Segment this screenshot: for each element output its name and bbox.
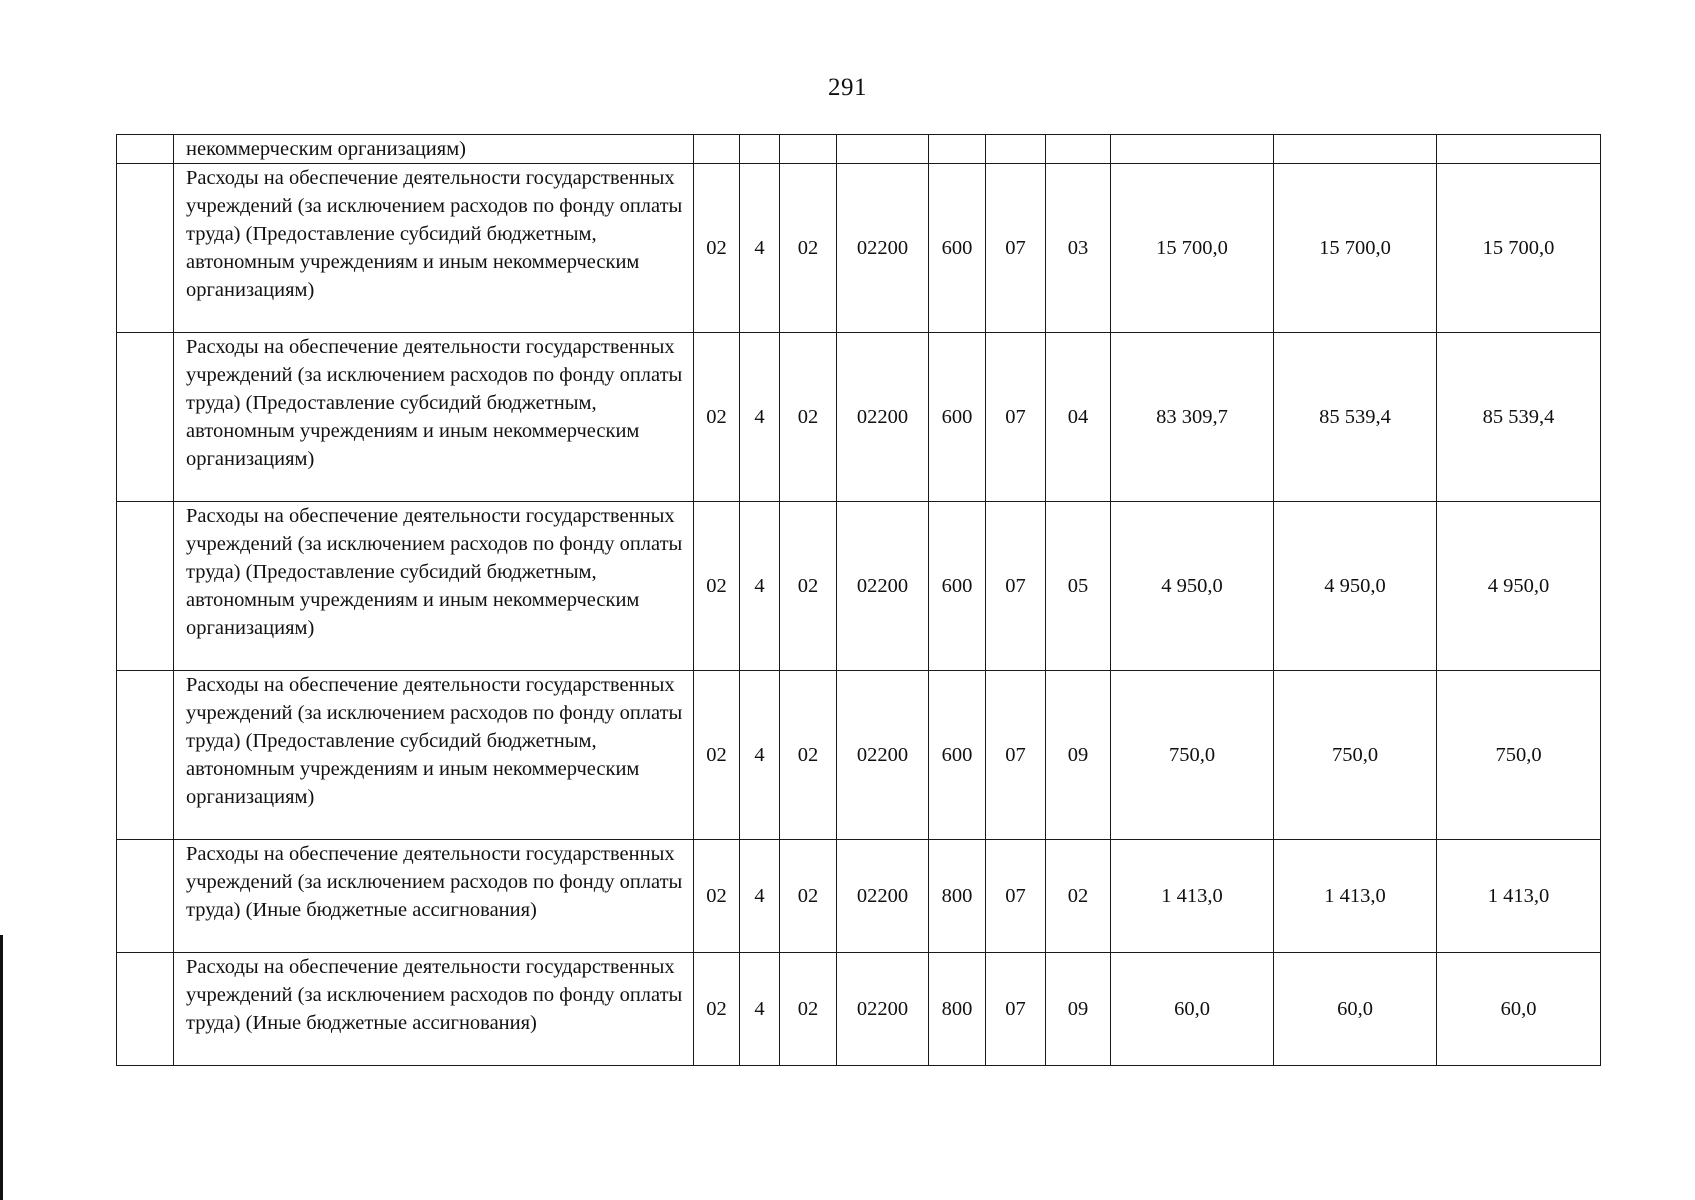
code-cell bbox=[986, 135, 1046, 164]
amount-cell: 15 700,0 bbox=[1111, 164, 1274, 333]
code-cell: 02 bbox=[780, 840, 837, 953]
table-row bbox=[117, 840, 1601, 953]
code-cell: 600 bbox=[929, 502, 986, 671]
code-cell: 4 bbox=[740, 502, 780, 671]
row-number-cell bbox=[117, 840, 174, 953]
code-cell: 02200 bbox=[837, 840, 929, 953]
code-cell: 02200 bbox=[837, 164, 929, 333]
amount-cell: 4 950,0 bbox=[1437, 502, 1601, 671]
amount-cell: 1 413,0 bbox=[1274, 840, 1437, 953]
description-cell: Расходы на обеспечение деятельности государственных учреждений (за исключением расходов по фонду оплаты труда) (Иные бюджетные ассигнования) bbox=[174, 840, 694, 953]
code-cell: 02 bbox=[694, 953, 740, 1066]
description-cell: некоммерческим организациям) bbox=[174, 135, 694, 164]
code-cell: 09 bbox=[1046, 953, 1111, 1066]
amount-cell: 15 700,0 bbox=[1274, 164, 1437, 333]
code-cell: 03 bbox=[1046, 164, 1111, 333]
code-cell: 4 bbox=[740, 164, 780, 333]
code-cell: 4 bbox=[740, 671, 780, 840]
code-cell: 02 bbox=[694, 502, 740, 671]
amount-cell bbox=[1111, 135, 1274, 164]
page-number: 291 bbox=[828, 74, 867, 101]
code-cell bbox=[694, 135, 740, 164]
code-cell: 800 bbox=[929, 953, 986, 1066]
code-cell: 02200 bbox=[837, 333, 929, 502]
amount-cell: 4 950,0 bbox=[1111, 502, 1274, 671]
amount-cell: 750,0 bbox=[1274, 671, 1437, 840]
amount-cell: 60,0 bbox=[1111, 953, 1274, 1066]
description-cell: Расходы на обеспечение деятельности государственных учреждений (за исключением расходов по фонду оплаты труда) (Предоставление субсидий бюджетным, автономным учреждениям и иным некоммерческим организациям) bbox=[174, 333, 694, 502]
table-row bbox=[117, 164, 1601, 333]
scan-edge-mark bbox=[0, 935, 3, 1200]
code-cell: 4 bbox=[740, 333, 780, 502]
code-cell bbox=[929, 135, 986, 164]
amount-cell: 750,0 bbox=[1437, 671, 1601, 840]
amount-cell: 60,0 bbox=[1274, 953, 1437, 1066]
code-cell: 05 bbox=[1046, 502, 1111, 671]
code-cell: 07 bbox=[986, 953, 1046, 1066]
code-cell: 800 bbox=[929, 840, 986, 953]
description-cell: Расходы на обеспечение деятельности государственных учреждений (за исключением расходов по фонду оплаты труда) (Иные бюджетные ассигнования) bbox=[174, 953, 694, 1066]
code-cell: 600 bbox=[929, 671, 986, 840]
table-row bbox=[117, 502, 1601, 671]
code-cell bbox=[1046, 135, 1111, 164]
row-number-cell bbox=[117, 502, 174, 671]
table-row bbox=[117, 333, 1601, 502]
code-cell: 07 bbox=[986, 671, 1046, 840]
table-row bbox=[117, 671, 1601, 840]
code-cell: 02 bbox=[1046, 840, 1111, 953]
description-cell: Расходы на обеспечение деятельности государственных учреждений (за исключением расходов по фонду оплаты труда) (Предоставление субсидий бюджетным, автономным учреждениям и иным некоммерческим организациям) bbox=[174, 502, 694, 671]
code-cell: 02 bbox=[694, 840, 740, 953]
code-cell: 02 bbox=[694, 164, 740, 333]
amount-cell: 15 700,0 bbox=[1437, 164, 1601, 333]
description-cell: Расходы на обеспечение деятельности государственных учреждений (за исключением расходов по фонду оплаты труда) (Предоставление субсидий бюджетным, автономным учреждениям и иным некоммерческим организациям) bbox=[174, 164, 694, 333]
row-number-cell bbox=[117, 333, 174, 502]
code-cell: 02200 bbox=[837, 953, 929, 1066]
code-cell: 07 bbox=[986, 164, 1046, 333]
row-number-cell bbox=[117, 135, 174, 164]
amount-cell: 1 413,0 bbox=[1111, 840, 1274, 953]
table-row bbox=[117, 135, 1601, 164]
amount-cell: 60,0 bbox=[1437, 953, 1601, 1066]
amount-cell: 4 950,0 bbox=[1274, 502, 1437, 671]
code-cell: 02 bbox=[780, 671, 837, 840]
code-cell: 4 bbox=[740, 953, 780, 1066]
amount-cell: 1 413,0 bbox=[1437, 840, 1601, 953]
code-cell: 02 bbox=[780, 333, 837, 502]
code-cell: 02 bbox=[780, 953, 837, 1066]
code-cell bbox=[740, 135, 780, 164]
code-cell: 600 bbox=[929, 333, 986, 502]
code-cell: 04 bbox=[1046, 333, 1111, 502]
code-cell: 07 bbox=[986, 502, 1046, 671]
code-cell: 07 bbox=[986, 840, 1046, 953]
code-cell bbox=[837, 135, 929, 164]
row-number-cell bbox=[117, 953, 174, 1066]
amount-cell: 83 309,7 bbox=[1111, 333, 1274, 502]
amount-cell bbox=[1274, 135, 1437, 164]
row-number-cell bbox=[117, 671, 174, 840]
row-number-cell bbox=[117, 164, 174, 333]
code-cell: 02200 bbox=[837, 671, 929, 840]
table-row bbox=[117, 953, 1601, 1066]
code-cell: 02 bbox=[694, 671, 740, 840]
amount-cell: 750,0 bbox=[1111, 671, 1274, 840]
code-cell bbox=[780, 135, 837, 164]
budget-table bbox=[116, 134, 1601, 1066]
code-cell: 600 bbox=[929, 164, 986, 333]
amount-cell: 85 539,4 bbox=[1437, 333, 1601, 502]
amount-cell bbox=[1437, 135, 1601, 164]
code-cell: 02200 bbox=[837, 502, 929, 671]
code-cell: 02 bbox=[780, 164, 837, 333]
code-cell: 09 bbox=[1046, 671, 1111, 840]
code-cell: 4 bbox=[740, 840, 780, 953]
amount-cell: 85 539,4 bbox=[1274, 333, 1437, 502]
description-cell: Расходы на обеспечение деятельности государственных учреждений (за исключением расходов по фонду оплаты труда) (Предоставление субсидий бюджетным, автономным учреждениям и иным некоммерческим организациям) bbox=[174, 671, 694, 840]
code-cell: 02 bbox=[694, 333, 740, 502]
code-cell: 07 bbox=[986, 333, 1046, 502]
code-cell: 02 bbox=[780, 502, 837, 671]
